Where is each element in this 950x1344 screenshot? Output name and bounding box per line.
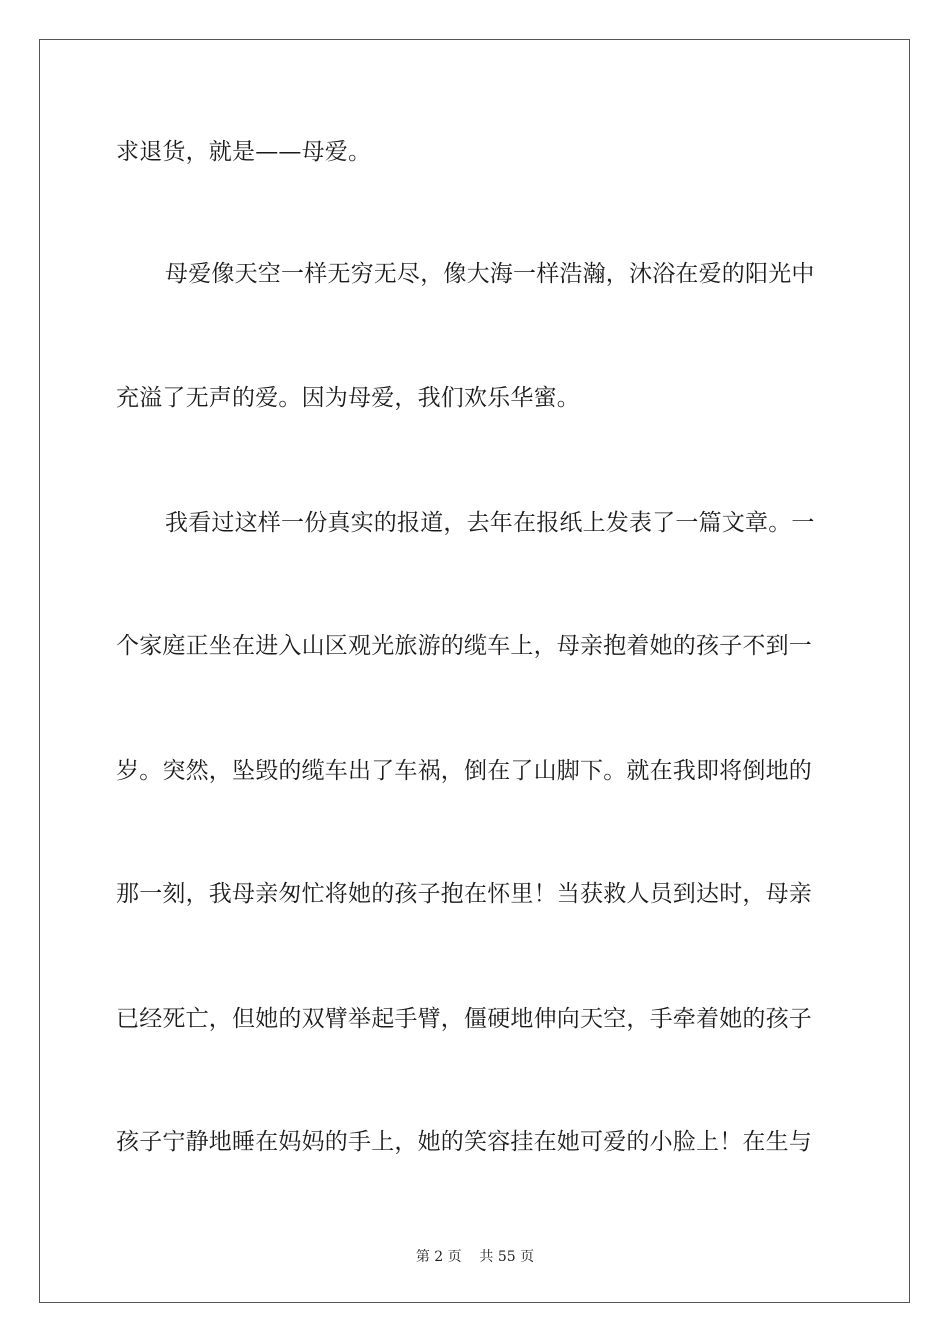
paragraph-line: 个家庭正坐在进入山区观光旅游的缆车上，母亲抱着她的孩子不到一 bbox=[116, 633, 812, 659]
paragraph-line: 岁。突然，坠毁的缆车出了车祸，倒在了山脚下。就在我即将倒地的 bbox=[116, 758, 812, 784]
paragraph-line: 孩子宁静地睡在妈妈的手上，她的笑容挂在她可爱的小脸上！在生与 bbox=[116, 1129, 812, 1155]
paragraph-line: 充溢了无声的爱。因为母爱，我们欢乐华蜜。 bbox=[116, 385, 580, 411]
paragraph-line: 我看过这样一份真实的报道，去年在报纸上发表了一篇文章。一 bbox=[165, 510, 815, 536]
page-number-footer: 第 2 页 共 55 页 bbox=[415, 1249, 535, 1265]
paragraph-line: 那一刻，我母亲匆忙将她的孩子抱在怀里！当获救人员到达时，母亲 bbox=[116, 881, 812, 907]
paragraph-line: 已经死亡，但她的双臂举起手臂，僵硬地伸向天空，手牵着她的孩子 bbox=[116, 1006, 812, 1032]
paragraph-line: 求退货，就是——母爱。 bbox=[116, 139, 372, 165]
page-border bbox=[39, 39, 910, 1303]
paragraph-line: 母爱像天空一样无穷无尽，像大海一样浩瀚，沐浴在爱的阳光中 bbox=[165, 261, 815, 287]
